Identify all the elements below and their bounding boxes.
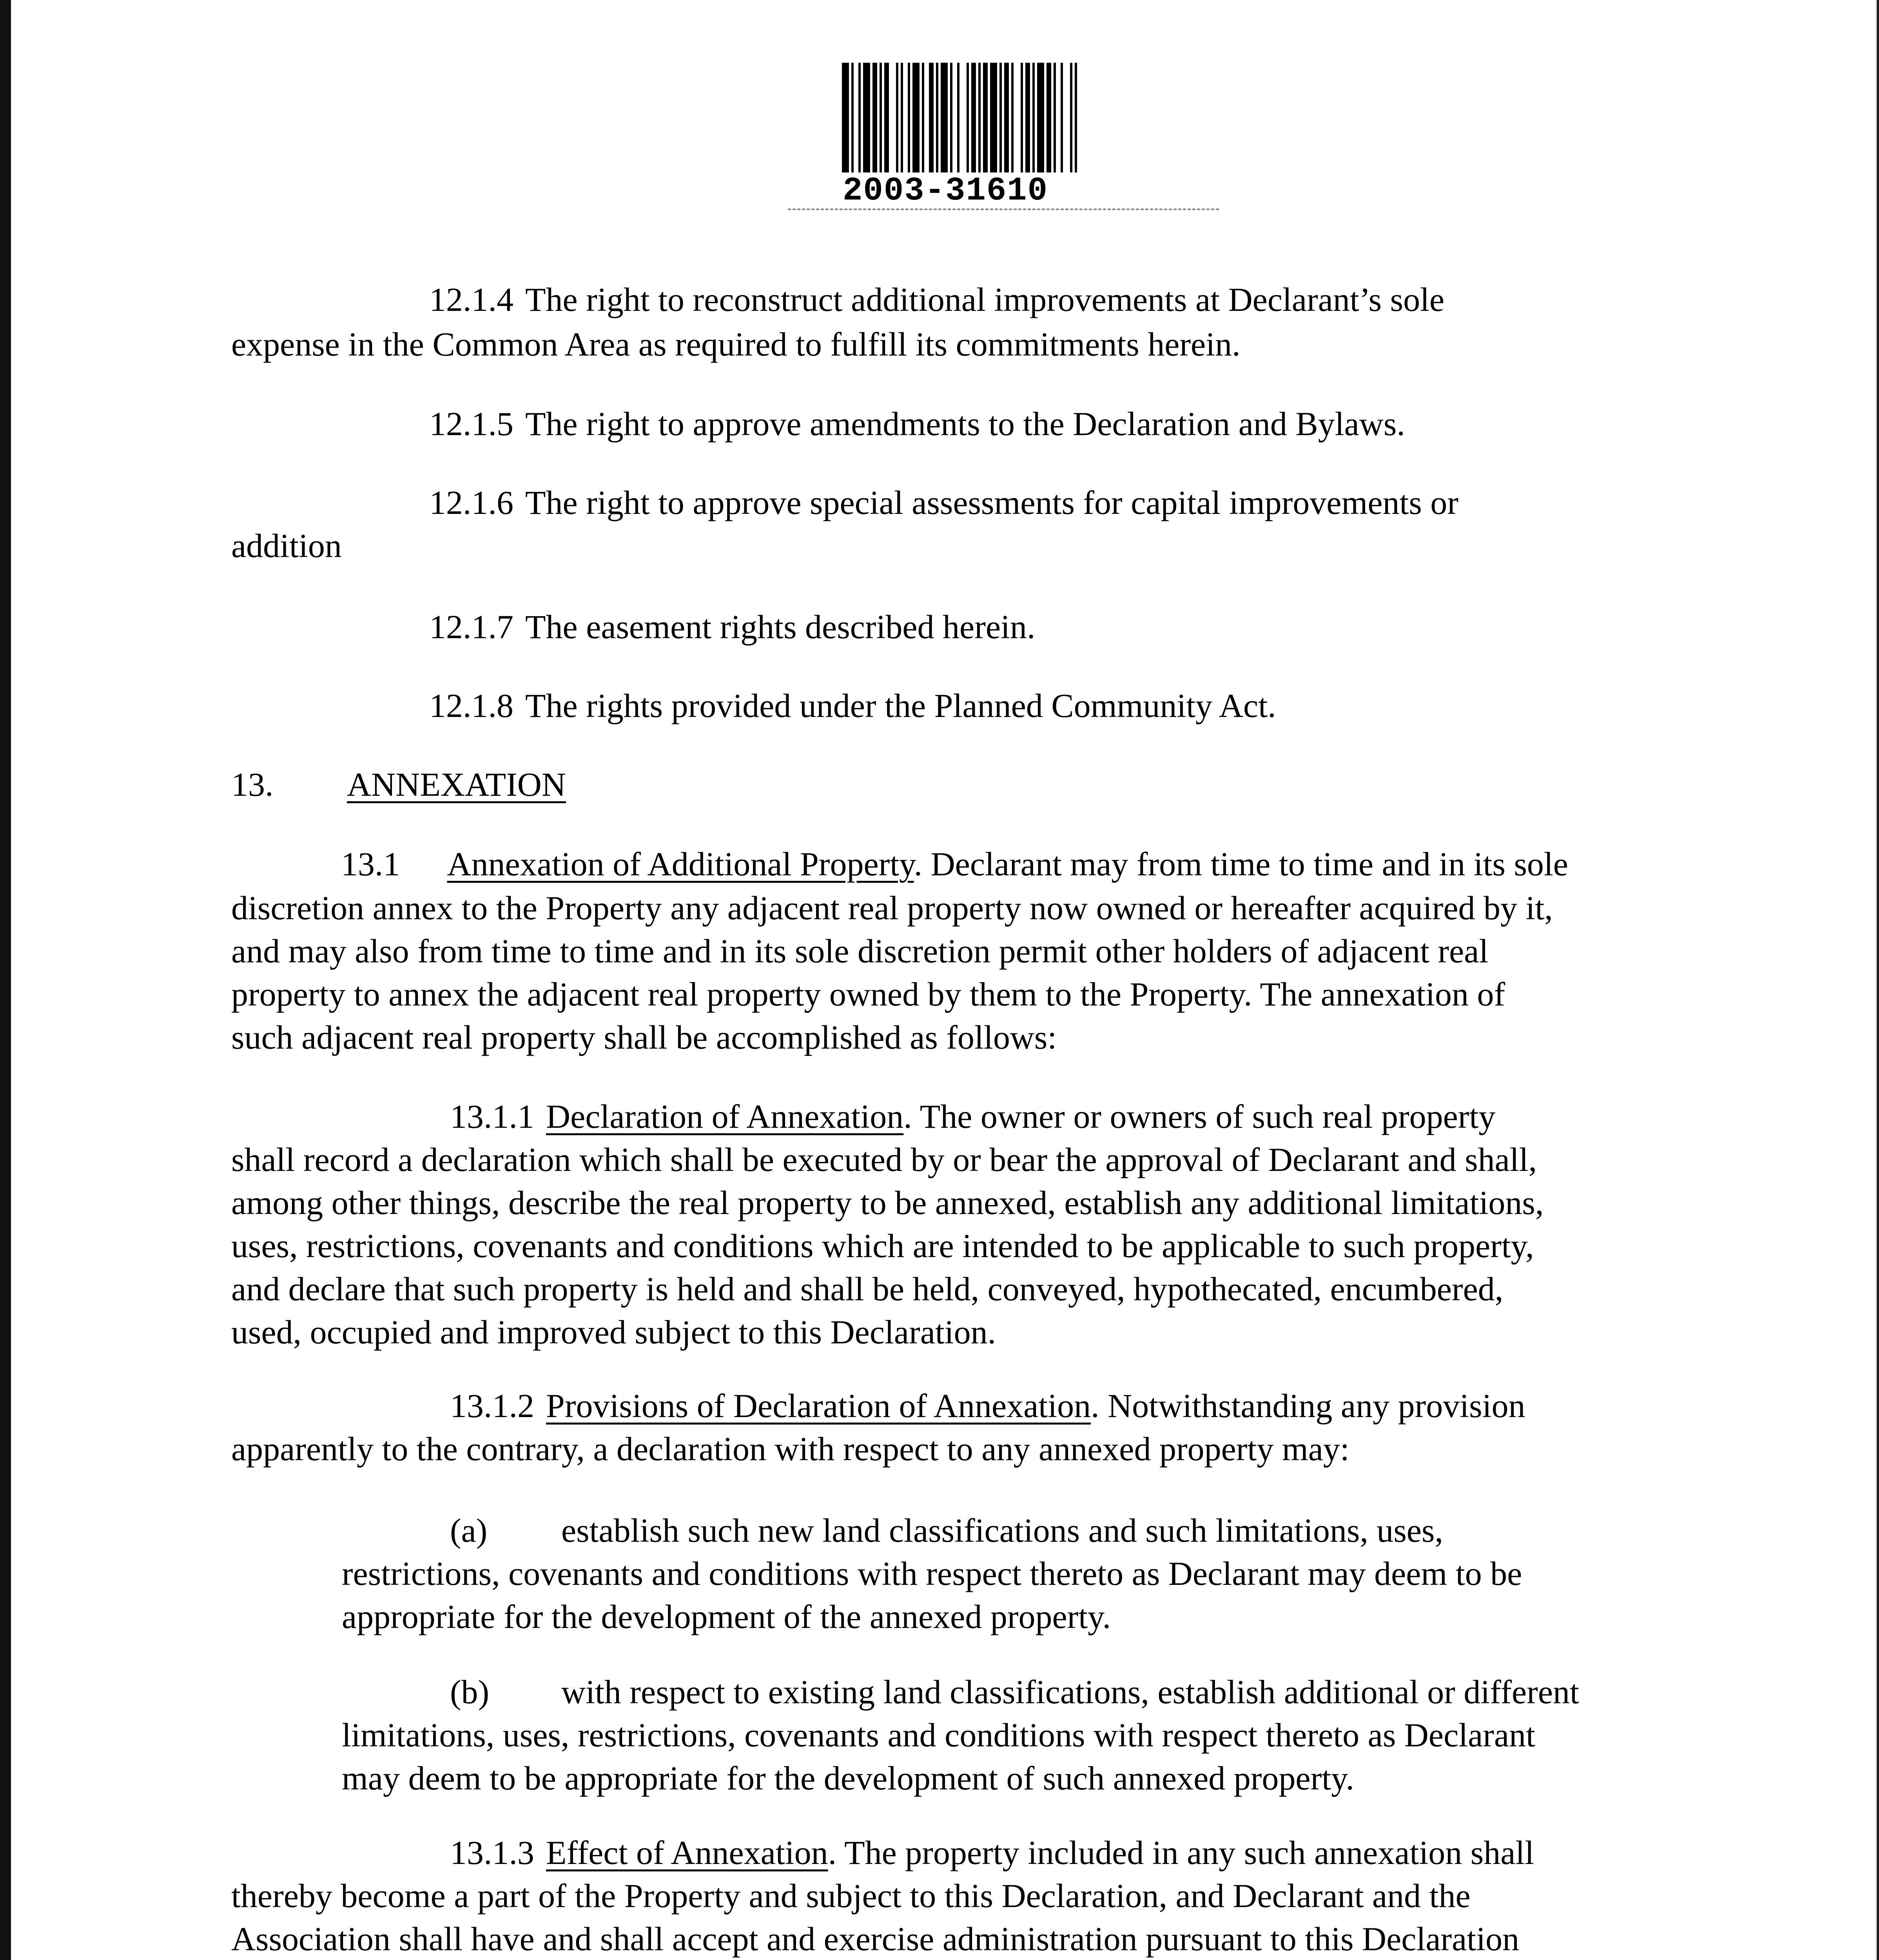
barcode-bar [983, 63, 988, 172]
barcode-bar [1070, 63, 1072, 172]
barcode-number: 2003-31610 [843, 172, 1048, 210]
para-12-1-5: 12.1.5 The right to approve amendments to the Declaration and Bylaws. [429, 405, 1405, 443]
para-13-1-line: and may also from time to time and in its sole discretion permit other holders of adjacent real [231, 932, 1489, 970]
barcode-bar [884, 63, 889, 172]
para-13-1-line: discretion annex to the Property any adjacent real property now owned or hereafter acquired by it, [231, 889, 1553, 927]
para-13-1-2: 13.1.2 Provisions of Declaration of Annexation. Notwithstanding any provision [450, 1387, 1525, 1425]
item-a: (a) establish such new land classifications and such limitations, uses, [450, 1512, 1443, 1549]
para-13-1-1-line: shall record a declaration which shall be executed by or bear the approval of Declarant and shall, [231, 1141, 1537, 1178]
para-13-1-3-line: thereby become a part of the Property and subject to this Declaration, and Declarant and the [231, 1877, 1471, 1915]
barcode-bar [1004, 63, 1009, 172]
section-13-title: ANNEXATION [347, 766, 566, 803]
barcode-bar [990, 63, 997, 172]
barcode-bar [1061, 63, 1063, 172]
barcode-bar [1047, 63, 1051, 172]
barcode-bar [896, 63, 898, 172]
para-12-1-8: 12.1.8 The rights provided under the Planned Community Act. [429, 687, 1276, 724]
para-13-1-line: property to annex the adjacent real property owned by them to the Property. The annexation of [231, 975, 1505, 1013]
item-a-line: appropriate for the development of the annexed property. [342, 1598, 1111, 1635]
para-13-1-line: such adjacent real property shall be accomplished as follows: [231, 1018, 1057, 1056]
para-12-1-4-cont: expense in the Common Area as required to fulfill its commitments herein. [231, 325, 1241, 363]
barcode-bar [858, 63, 861, 172]
barcode-bar [908, 63, 910, 172]
barcode-bar [1011, 63, 1014, 172]
para-13-1-2-line: apparently to the contrary, a declaration with respect to any annexed property may: [231, 1430, 1349, 1468]
barcode-bar [922, 63, 924, 172]
barcode-bar [936, 63, 938, 172]
para-13-1-3-line: Association shall have and shall accept and exercise administration pursuant to this Declaration [231, 1920, 1520, 1958]
scan-right-edge [1877, 0, 1879, 1960]
barcode-bar [957, 63, 959, 172]
barcode-bar [901, 63, 903, 172]
barcode-underline [788, 209, 1219, 210]
barcode-bar [1032, 63, 1035, 172]
barcode-bar [950, 63, 952, 172]
para-13-1: 13.1 Annexation of Additional Property. Declarant may from time to time and in its sole [341, 845, 1568, 883]
para-12-1-6-cont: addition [231, 527, 342, 564]
barcode-bar [1054, 63, 1056, 172]
item-b: (b) with respect to existing land classifications, establish additional or different [450, 1673, 1579, 1711]
barcode-bar [863, 63, 870, 172]
item-a-line: restrictions, covenants and conditions with respect thereto as Declarant may deem to be [342, 1555, 1522, 1592]
barcode-bar [929, 63, 934, 172]
para-13-1-1-line: uses, restrictions, covenants and conditions which are intended to be applicable to such property, [231, 1227, 1534, 1265]
barcode-bar [1025, 63, 1030, 172]
section-13-number: 13. [231, 766, 274, 803]
para-13-1-1-line: and declare that such property is held and shall be held, conveyed, hypothecated, encumbered, [231, 1270, 1504, 1308]
item-b-line: may deem to be appropriate for the development of such annexed property. [342, 1759, 1355, 1797]
para-12-1-7: 12.1.7 The easement rights described herein. [429, 608, 1036, 646]
para-13-1-1: 13.1.1 Declaration of Annexation. The owner or owners of such real property [450, 1098, 1496, 1135]
barcode-bar [967, 63, 969, 172]
barcode-bar [880, 63, 882, 172]
scan-left-border [0, 0, 11, 1960]
barcode-bar [978, 63, 981, 172]
item-b-line: limitations, uses, restrictions, covenants and conditions with respect thereto as Declarant [342, 1716, 1536, 1754]
barcode-bar [1075, 63, 1077, 172]
barcode-bar [999, 63, 1002, 172]
para-13-1-1-line: used, occupied and improved subject to this Declaration. [231, 1313, 996, 1351]
barcode-bar [971, 63, 976, 172]
barcode-bar [872, 63, 877, 172]
barcode-bar [912, 63, 920, 172]
barcode-bar [842, 63, 849, 172]
para-13-1-3: 13.1.3 Effect of Annexation. The property included in any such annexation shall [450, 1834, 1534, 1871]
barcode-bar [1037, 63, 1044, 172]
barcode-bar [1021, 63, 1023, 172]
barcode-bar [851, 63, 854, 172]
para-13-1-1-line: among other things, describe the real property to be annexed, establish any additional limitations, [231, 1184, 1544, 1221]
barcode-bar [941, 63, 948, 172]
para-12-1-4: 12.1.4 The right to reconstruct additional improvements at Declarant’s sole [429, 281, 1445, 318]
para-12-1-6: 12.1.6 The right to approve special assessments for capital improvements or [429, 484, 1459, 521]
barcode [842, 63, 1171, 172]
